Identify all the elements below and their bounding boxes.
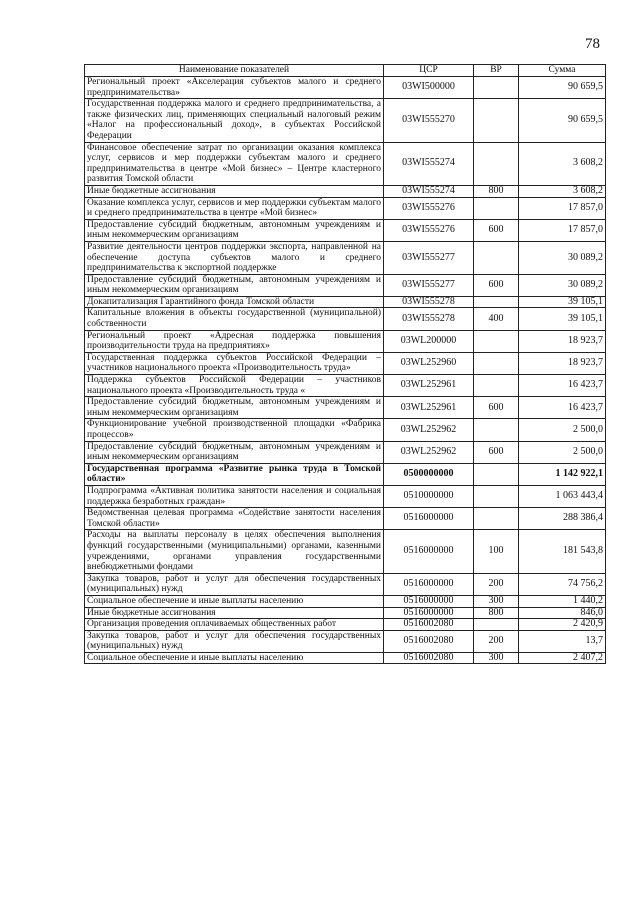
row-sum-cell: 18 923,7 (519, 330, 606, 352)
row-sum-cell: 30 089,2 (519, 274, 606, 296)
row-code-cell: 03WI555276 (384, 197, 474, 219)
row-code-cell: 03WI555278 (384, 296, 474, 308)
table-row (85, 485, 606, 507)
row-code-cell: 0516002080 (384, 630, 474, 652)
row-vr-cell: 200 (474, 573, 519, 595)
row-vr-cell: 800 (474, 185, 519, 197)
table-row (85, 274, 606, 296)
table-row (85, 619, 606, 631)
row-sum-cell: 13,7 (519, 630, 606, 652)
row-sum-cell: 16 423,7 (519, 397, 606, 419)
table-header-row (85, 65, 606, 77)
table-row (85, 330, 606, 352)
row-code-cell: 03WI555274 (384, 142, 474, 185)
row-name-cell: Государственная поддержка субъектов Российской Федерации – участников национального проекта «Производительность труда» (85, 352, 384, 374)
row-sum-cell: 288 386,4 (519, 508, 606, 530)
table-row (85, 397, 606, 419)
budget-table (84, 64, 606, 664)
column-header-sum: Сумма (519, 65, 606, 77)
table-row (85, 463, 606, 485)
table-row (85, 197, 606, 219)
row-code-cell: 03WL252962 (384, 441, 474, 463)
table-row (85, 99, 606, 142)
row-sum-cell: 3 608,2 (519, 185, 606, 197)
row-sum-cell: 2 420,9 (519, 619, 606, 631)
row-vr-cell (474, 508, 519, 530)
row-code-cell: 0516000000 (384, 595, 474, 607)
row-code-cell: 0516000000 (384, 607, 474, 619)
row-sum-cell: 17 857,0 (519, 219, 606, 241)
column-header-name: Наименование показателей (85, 65, 384, 77)
row-sum-cell: 2 500,0 (519, 419, 606, 441)
row-vr-cell: 100 (474, 530, 519, 573)
row-code-cell: 03WI555274 (384, 185, 474, 197)
table-row (85, 573, 606, 595)
row-name-cell: Ведомственная целевая программа «Содействие занятости населения Томской области» (85, 508, 384, 530)
table-row (85, 77, 606, 99)
row-code-cell: 03WL252962 (384, 419, 474, 441)
row-sum-cell: 39 105,1 (519, 308, 606, 330)
row-vr-cell (474, 296, 519, 308)
row-code-cell: 0516000000 (384, 530, 474, 573)
row-code-cell: 03WL252961 (384, 375, 474, 397)
table-row (85, 375, 606, 397)
row-name-cell: Закупка товаров, работ и услуг для обеспечения государственных (муниципальных) нужд (85, 573, 384, 595)
row-sum-cell: 1 063 443,4 (519, 485, 606, 507)
row-sum-cell: 2 407,2 (519, 652, 606, 664)
row-sum-cell: 846,0 (519, 607, 606, 619)
row-sum-cell: 1 142 922,1 (519, 463, 606, 485)
row-name-cell: Финансовое обеспечение затрат по организации оказания комплекса услуг, сервисов и мер поддержки субъектам малого и среднего предпринимательства в центре «Мой бизнес» – Центре кластерного развития Томской области (85, 142, 384, 185)
row-sum-cell: 90 659,5 (519, 99, 606, 142)
row-vr-cell (474, 142, 519, 185)
row-name-cell: Капитальные вложения в объекты государственной (муниципальной) собственности (85, 308, 384, 330)
row-code-cell: 03WI555277 (384, 274, 474, 296)
row-sum-cell: 2 500,0 (519, 441, 606, 463)
row-sum-cell: 74 756,2 (519, 573, 606, 595)
row-vr-cell (474, 197, 519, 219)
table-row (85, 441, 606, 463)
row-name-cell: Государственная программа «Развитие рынка труда в Томской области» (85, 463, 384, 485)
row-sum-cell: 16 423,7 (519, 375, 606, 397)
table-row (85, 508, 606, 530)
row-name-cell: Функционирование учебной производственной площадки «Фабрика процессов» (85, 419, 384, 441)
row-name-cell: Иные бюджетные ассигнования (85, 185, 384, 197)
row-name-cell: Региональный проект «Акселерация субъектов малого и среднего предпринимательства» (85, 77, 384, 99)
row-vr-cell (474, 330, 519, 352)
table-row (85, 352, 606, 374)
row-name-cell: Поддержка субъектов Российской Федерации – участников национального проекта «Производительность труда « (85, 375, 384, 397)
row-vr-cell: 600 (474, 274, 519, 296)
table-row (85, 142, 606, 185)
page-number: 78 (585, 36, 600, 52)
row-code-cell: 0500000000 (384, 463, 474, 485)
row-vr-cell: 300 (474, 652, 519, 664)
table-row (85, 595, 606, 607)
row-vr-cell (474, 352, 519, 374)
row-code-cell: 03WI555276 (384, 219, 474, 241)
row-code-cell: 03WI555270 (384, 99, 474, 142)
row-name-cell: Предоставление субсидий бюджетным, автономным учреждениям и иным некоммерческим организациям (85, 274, 384, 296)
row-sum-cell: 17 857,0 (519, 197, 606, 219)
row-name-cell: Подпрограмма «Активная политика занятости населения и социальная поддержка безработных граждан» (85, 485, 384, 507)
row-code-cell: 0510000000 (384, 485, 474, 507)
table-row (85, 630, 606, 652)
row-vr-cell: 200 (474, 630, 519, 652)
row-code-cell: 03WI555278 (384, 308, 474, 330)
row-sum-cell: 30 089,2 (519, 241, 606, 274)
table-row (85, 185, 606, 197)
row-vr-cell: 600 (474, 441, 519, 463)
column-header-code: ЦСР (384, 65, 474, 77)
row-sum-cell: 18 923,7 (519, 352, 606, 374)
column-header-vr: ВР (474, 65, 519, 77)
row-name-cell: Расходы на выплаты персоналу в целях обеспечения выполнения функций государственными (муниципальными) органами, казенными учреждениями, органами управления государственными внебюджетными фондами (85, 530, 384, 573)
row-name-cell: Иные бюджетные ассигнования (85, 607, 384, 619)
row-code-cell: 03WI500000 (384, 77, 474, 99)
row-name-cell: Организация проведения оплачиваемых общественных работ (85, 619, 384, 631)
row-name-cell: Государственная поддержка малого и среднего предпринимательства, а также физических лиц, применяющих специальный налоговый режим «Налог на профессиональный доход», в субъектах Российской Федерации (85, 99, 384, 142)
table-row (85, 607, 606, 619)
row-sum-cell: 90 659,5 (519, 77, 606, 99)
row-vr-cell (474, 419, 519, 441)
row-sum-cell: 3 608,2 (519, 142, 606, 185)
row-name-cell: Предоставление субсидий бюджетным, автономным учреждениям и иным некоммерческим организациям (85, 397, 384, 419)
row-code-cell: 03WL200000 (384, 330, 474, 352)
row-vr-cell (474, 77, 519, 99)
table-row (85, 652, 606, 664)
row-sum-cell: 181 543,8 (519, 530, 606, 573)
row-name-cell: Докапитализация Гарантийного фонда Томской области (85, 296, 384, 308)
table-row (85, 296, 606, 308)
row-vr-cell (474, 485, 519, 507)
row-code-cell: 03WL252961 (384, 397, 474, 419)
row-vr-cell (474, 375, 519, 397)
row-vr-cell (474, 99, 519, 142)
row-code-cell: 0516002080 (384, 619, 474, 631)
table-body (85, 77, 606, 664)
row-name-cell: Развитие деятельности центров поддержки экспорта, направленной на обеспечение доступа субъектов малого и среднего предпринимательства к экспортной поддержке (85, 241, 384, 274)
table-row (85, 419, 606, 441)
row-name-cell: Социальное обеспечение и иные выплаты населению (85, 652, 384, 664)
row-code-cell: 0516000000 (384, 573, 474, 595)
table-row (85, 241, 606, 274)
row-name-cell: Предоставление субсидий бюджетным, автономным учреждениям и иным некоммерческим организациям (85, 441, 384, 463)
row-vr-cell (474, 619, 519, 631)
row-code-cell: 0516002080 (384, 652, 474, 664)
row-vr-cell: 400 (474, 308, 519, 330)
table-row (85, 308, 606, 330)
row-vr-cell: 800 (474, 607, 519, 619)
row-vr-cell: 600 (474, 219, 519, 241)
row-vr-cell: 300 (474, 595, 519, 607)
row-code-cell: 03WI555277 (384, 241, 474, 274)
row-sum-cell: 1 440,2 (519, 595, 606, 607)
row-vr-cell (474, 463, 519, 485)
row-vr-cell: 600 (474, 397, 519, 419)
row-name-cell: Региональный проект «Адресная поддержка повышения производительности труда на предприятиях» (85, 330, 384, 352)
row-name-cell: Социальное обеспечение и иные выплаты населению (85, 595, 384, 607)
row-vr-cell (474, 241, 519, 274)
row-name-cell: Оказание комплекса услуг, сервисов и мер поддержки субъектам малого и среднего предпринимательства в центре «Мой бизнес» (85, 197, 384, 219)
row-name-cell: Закупка товаров, работ и услуг для обеспечения государственных (муниципальных) нужд (85, 630, 384, 652)
row-name-cell: Предоставление субсидий бюджетным, автономным учреждениям и иным некоммерческим организациям (85, 219, 384, 241)
table-row (85, 530, 606, 573)
row-code-cell: 0516000000 (384, 508, 474, 530)
row-sum-cell: 39 105,1 (519, 296, 606, 308)
row-code-cell: 03WL252960 (384, 352, 474, 374)
table-row (85, 219, 606, 241)
